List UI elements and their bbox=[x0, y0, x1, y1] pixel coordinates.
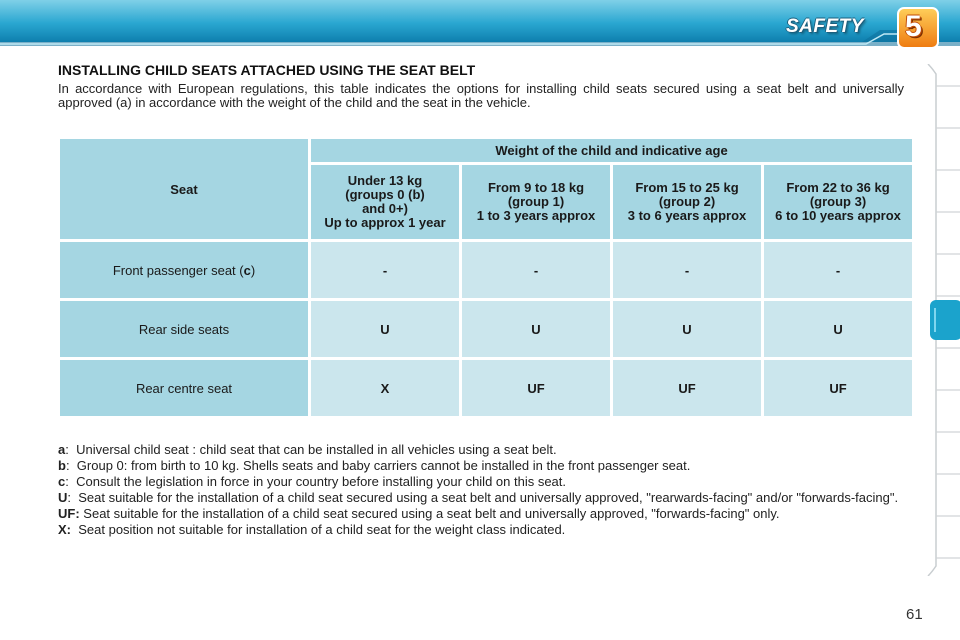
footnote-c bbox=[58, 475, 904, 489]
footnote-text: Consult the legislation in force in your country before installing your child on this seat. bbox=[76, 474, 567, 489]
table-cell: - bbox=[462, 242, 610, 298]
table-cell: - bbox=[613, 242, 761, 298]
footnote-uf bbox=[58, 507, 904, 521]
column-age: Up to approx 1 year bbox=[324, 215, 446, 230]
footnote-a bbox=[58, 443, 904, 457]
footnote-sep bbox=[71, 523, 78, 537]
footnote-u bbox=[58, 491, 904, 505]
table-cell: UF bbox=[613, 360, 761, 416]
column-age: 1 to 3 years approx bbox=[476, 208, 596, 223]
footnote-key: a bbox=[58, 442, 66, 457]
column-group-post: ) bbox=[420, 187, 425, 202]
child-seat-table bbox=[57, 136, 915, 419]
column-header-22-36kg bbox=[764, 165, 912, 239]
footnote-x bbox=[58, 523, 904, 537]
column-weight: From 22 to 36 kg bbox=[786, 180, 890, 195]
column-age: 3 to 6 years approx bbox=[627, 208, 747, 223]
footnote-text: Universal child seat : child seat that can be installed in all vehicles using a seat belt. bbox=[76, 442, 557, 457]
column-group: (group 2) bbox=[658, 194, 716, 209]
column-header-15-25kg bbox=[613, 165, 761, 239]
footnote-key: UF: bbox=[58, 506, 80, 521]
footnote-text: Seat suitable for the installation of a child seat secured using a seat belt and universally approved, "forwards-facing" only. bbox=[83, 506, 780, 521]
column-header-9-18kg bbox=[462, 165, 610, 239]
column-weight: From 15 to 25 kg bbox=[635, 180, 739, 195]
footnote-text: Seat position not suitable for installation of a child seat for the weight class indicated. bbox=[78, 522, 566, 537]
table-cell: U bbox=[764, 301, 912, 357]
weight-group-header: Weight of the child and indicative age bbox=[311, 139, 912, 162]
table-cell: U bbox=[311, 301, 459, 357]
footnote-text: Group 0: from birth to 10 kg. Shells seats and baby carriers cannot be installed in the front passenger seat. bbox=[76, 458, 691, 473]
table-cell: U bbox=[462, 301, 610, 357]
footnote-b bbox=[58, 459, 904, 473]
column-age: 6 to 10 years approx bbox=[775, 208, 901, 223]
row-label-key: c bbox=[243, 262, 251, 278]
footnote-key: U bbox=[58, 490, 68, 505]
row-label-rear-centre: Rear centre seat bbox=[60, 360, 308, 416]
column-group-pre: (groups 0 ( bbox=[345, 187, 413, 202]
footnote-sep: : bbox=[65, 458, 77, 473]
table-row bbox=[60, 301, 912, 357]
column-weight: Under 13 kg bbox=[347, 173, 423, 188]
footnote-sep: : bbox=[65, 442, 77, 457]
footnotes bbox=[58, 443, 904, 539]
row-label-pre: Front passenger seat ( bbox=[112, 262, 244, 278]
table-cell: U bbox=[613, 301, 761, 357]
page-number: 61 bbox=[906, 606, 923, 623]
row-label-rear-side: Rear side seats bbox=[60, 301, 308, 357]
column-header-under-13kg bbox=[311, 165, 459, 239]
row-label-front-passenger bbox=[60, 242, 308, 298]
column-weight: From 9 to 18 kg bbox=[487, 180, 585, 195]
table-cell: UF bbox=[462, 360, 610, 416]
table-cell: X bbox=[311, 360, 459, 416]
column-group: (group 1) bbox=[507, 194, 565, 209]
chapter-title: SAFETY bbox=[786, 16, 864, 37]
footnote-sep: : bbox=[65, 474, 77, 489]
table-cell: - bbox=[311, 242, 459, 298]
column-group-line2: and 0+) bbox=[362, 201, 408, 216]
table-cell: UF bbox=[764, 360, 912, 416]
seat-column-header: Seat bbox=[60, 139, 308, 239]
row-label-post: ) bbox=[250, 262, 256, 278]
table-row bbox=[60, 360, 912, 416]
column-group-key: b bbox=[412, 187, 421, 202]
table-row bbox=[60, 242, 912, 298]
column-group: (group 3) bbox=[809, 194, 867, 209]
table-cell: - bbox=[764, 242, 912, 298]
footnote-sep: : bbox=[67, 490, 79, 505]
footnote-text: Seat suitable for the installation of a child seat secured using a seat belt and universally approved, "rearwards-facing" and/or "forwards-facing". bbox=[78, 490, 899, 505]
section-title: INSTALLING CHILD SEATS ATTACHED USING THE SEAT BELT bbox=[58, 62, 476, 78]
footnote-key: b bbox=[58, 458, 66, 473]
footnote-key: c bbox=[58, 474, 66, 489]
footnote-key: X: bbox=[58, 522, 71, 537]
chapter-tabs bbox=[926, 64, 960, 576]
intro-paragraph: In accordance with European regulations, this table indicates the options for installing child seats secured using a seat belt and universally approved (a) in accordance with the weight of the child and the seat in the vehicle. bbox=[58, 81, 904, 110]
chapter-number-badge: 5 bbox=[905, 10, 922, 43]
